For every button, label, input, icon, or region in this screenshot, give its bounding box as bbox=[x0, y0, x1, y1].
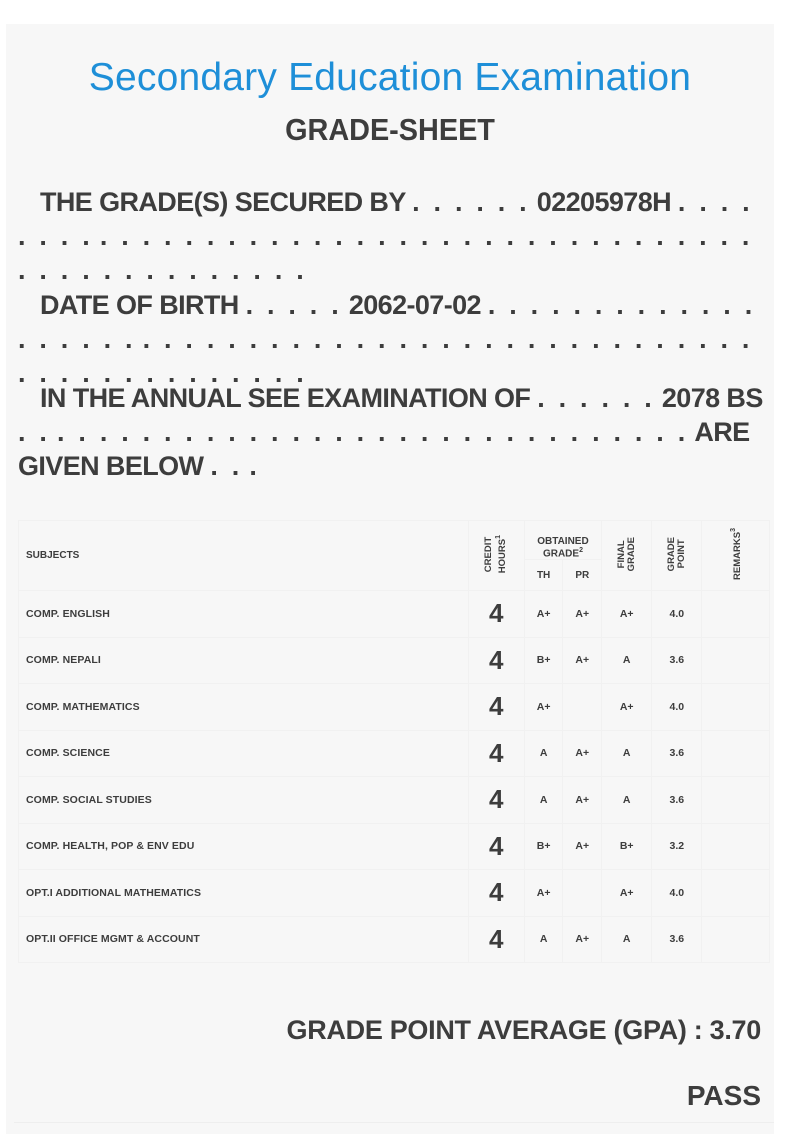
grade-point-cell: 3.6 bbox=[652, 730, 702, 777]
subject-cell: COMP. NEPALI bbox=[19, 637, 469, 684]
header-text: CREDIT bbox=[483, 536, 495, 572]
theory-grade-cell: B+ bbox=[524, 823, 563, 870]
grade-point-cell: 4.0 bbox=[652, 591, 702, 638]
credit-hours-cell: 4 bbox=[468, 684, 524, 731]
credit-hours-cell: 4 bbox=[468, 637, 524, 684]
dob-label: DATE OF BIRTH bbox=[40, 290, 239, 320]
header-remarks-label bbox=[729, 528, 743, 580]
closing-text: ARE GIVEN BELOW bbox=[18, 417, 750, 481]
remarks-cell bbox=[702, 823, 770, 870]
final-grade-cell: A+ bbox=[602, 870, 652, 917]
header-pr: PR bbox=[563, 560, 602, 591]
header-subjects-label: SUBJECTS bbox=[26, 550, 80, 561]
table-row bbox=[19, 637, 770, 684]
table-row bbox=[19, 823, 770, 870]
final-grade-cell: A bbox=[602, 916, 652, 963]
header-final-grade-label bbox=[617, 537, 637, 571]
divider bbox=[14, 1122, 774, 1123]
subject-cell: COMP. HEALTH, POP & ENV EDU bbox=[19, 823, 469, 870]
table-row bbox=[19, 591, 770, 638]
theory-grade-cell: A+ bbox=[524, 870, 563, 917]
gpa-summary bbox=[287, 1015, 761, 1046]
practical-grade-cell bbox=[563, 684, 602, 731]
final-grade-cell: A bbox=[602, 730, 652, 777]
header-remarks bbox=[702, 521, 770, 591]
header-th: TH bbox=[524, 560, 563, 591]
header-grade-point bbox=[652, 521, 702, 591]
gpa-label: GRADE POINT AVERAGE (GPA) : bbox=[286, 1015, 703, 1045]
result-status: PASS bbox=[686, 1080, 761, 1111]
grade-point-cell: 3.6 bbox=[652, 916, 702, 963]
table-row bbox=[19, 730, 770, 777]
remarks-cell bbox=[702, 777, 770, 824]
dot-leader: . . . . . . . . . . . . . . . . . . . . . . . . . . . . . . . . . . . . . . . . . . . . . bbox=[18, 221, 753, 285]
dot-leader: . . bbox=[210, 451, 243, 481]
theory-grade-cell: A bbox=[524, 916, 563, 963]
table-row bbox=[19, 870, 770, 917]
theory-grade-cell: B+ bbox=[524, 637, 563, 684]
subject-cell: OPT.I ADDITIONAL MATHEMATICS bbox=[19, 870, 469, 917]
final-grade-cell: A+ bbox=[602, 684, 652, 731]
credit-hours-cell: 4 bbox=[468, 916, 524, 963]
dot-leader: . . . . . bbox=[245, 290, 342, 320]
credit-hours-cell: 4 bbox=[468, 730, 524, 777]
header-text: FINAL bbox=[615, 540, 627, 568]
grade-point-cell: 3.6 bbox=[652, 777, 702, 824]
subject-cell: COMP. SCIENCE bbox=[19, 730, 469, 777]
header-credit-hours-label bbox=[484, 535, 508, 573]
exam-label: IN THE ANNUAL SEE EXAMINATION OF bbox=[40, 383, 531, 413]
dot-leader: . bbox=[249, 451, 261, 481]
header-text: POINT bbox=[675, 539, 687, 569]
practical-grade-cell: A+ bbox=[563, 730, 602, 777]
subject-cell: COMP. ENGLISH bbox=[19, 591, 469, 638]
remarks-cell bbox=[702, 870, 770, 917]
secured-by-label: THE GRADE(S) SECURED BY bbox=[40, 187, 406, 217]
final-grade-cell: A+ bbox=[602, 591, 652, 638]
header-obtained-grade bbox=[524, 521, 601, 560]
remarks-cell bbox=[702, 730, 770, 777]
remarks-cell bbox=[702, 637, 770, 684]
dot-leader: . . . . . . bbox=[412, 187, 530, 217]
exam-title: Secondary Education Examination bbox=[88, 56, 692, 99]
final-grade-cell: A bbox=[602, 777, 652, 824]
dot-leader: . . . . . . . . . . . . . . . . . . . . . . . . . . . . . . bbox=[57, 417, 689, 447]
grade-point-cell: 3.2 bbox=[652, 823, 702, 870]
subject-cell: COMP. MATHEMATICS bbox=[19, 684, 469, 731]
header-grade-point-label bbox=[667, 537, 687, 571]
dot-leader: . . bbox=[18, 417, 51, 447]
footnote-marker: 1 bbox=[495, 534, 503, 539]
practical-grade-cell: A+ bbox=[563, 823, 602, 870]
header-subjects bbox=[19, 521, 469, 591]
grade-point-cell: 3.6 bbox=[652, 637, 702, 684]
subject-cell: COMP. SOCIAL STUDIES bbox=[19, 777, 469, 824]
table-row bbox=[19, 777, 770, 824]
practical-grade-cell: A+ bbox=[563, 591, 602, 638]
credit-hours-cell: 4 bbox=[468, 591, 524, 638]
final-grade-cell: B+ bbox=[602, 823, 652, 870]
dot-leader: . . . . . . . . . . . . . . . . . . . bbox=[18, 290, 756, 354]
date-of-birth: 2062-07-02 bbox=[348, 290, 481, 320]
credit-hours-cell: 4 bbox=[468, 777, 524, 824]
symbol-number: 02205978H bbox=[536, 187, 672, 217]
table-row bbox=[19, 684, 770, 731]
grade-point-cell: 4.0 bbox=[652, 684, 702, 731]
remarks-cell bbox=[702, 684, 770, 731]
dot-leader: . . . . . . bbox=[537, 383, 655, 413]
header-text: REMARKS bbox=[731, 531, 743, 580]
grades-table bbox=[18, 520, 770, 963]
header-text: GRADE bbox=[665, 536, 677, 572]
header-text: OBTAINED bbox=[537, 535, 589, 547]
gpa-value: 3.70 bbox=[709, 1015, 761, 1045]
remarks-cell bbox=[702, 916, 770, 963]
practical-grade-cell: A+ bbox=[563, 637, 602, 684]
dot-leader: . . . . . . . . . . . . . . . . . . . . . . . . . . . . . . . . . . . . . . . . . . . bbox=[18, 324, 753, 388]
grade-point-cell: 4.0 bbox=[652, 870, 702, 917]
final-grade-cell: A bbox=[602, 637, 652, 684]
header-text: GRADE bbox=[625, 536, 637, 572]
subject-cell: OPT.II OFFICE MGMT & ACCOUNT bbox=[19, 916, 469, 963]
theory-grade-cell: A bbox=[524, 730, 563, 777]
exam-year: 2078 BS bbox=[661, 383, 763, 413]
credit-hours-cell: 4 bbox=[468, 870, 524, 917]
theory-grade-cell: A bbox=[524, 777, 563, 824]
credit-hours-cell: 4 bbox=[468, 823, 524, 870]
table-row bbox=[19, 916, 770, 963]
header-final-grade bbox=[602, 521, 652, 591]
secured-by-statement bbox=[18, 185, 763, 287]
date-of-birth-statement bbox=[18, 288, 763, 390]
practical-grade-cell: A+ bbox=[563, 777, 602, 824]
footnote-marker: 2 bbox=[579, 546, 583, 554]
header-text: HOURS bbox=[497, 538, 509, 574]
header-credit-hours bbox=[468, 521, 524, 591]
theory-grade-cell: A+ bbox=[524, 591, 563, 638]
remarks-cell bbox=[702, 591, 770, 638]
dot-leader: . . . . . . . . bbox=[18, 187, 753, 251]
practical-grade-cell bbox=[563, 870, 602, 917]
header-text: GRADE bbox=[542, 548, 580, 559]
theory-grade-cell: A+ bbox=[524, 684, 563, 731]
grade-sheet-heading: GRADE-SHEET bbox=[285, 112, 495, 147]
practical-grade-cell: A+ bbox=[563, 916, 602, 963]
footnote-marker: 3 bbox=[729, 528, 737, 532]
exam-statement bbox=[18, 381, 763, 483]
